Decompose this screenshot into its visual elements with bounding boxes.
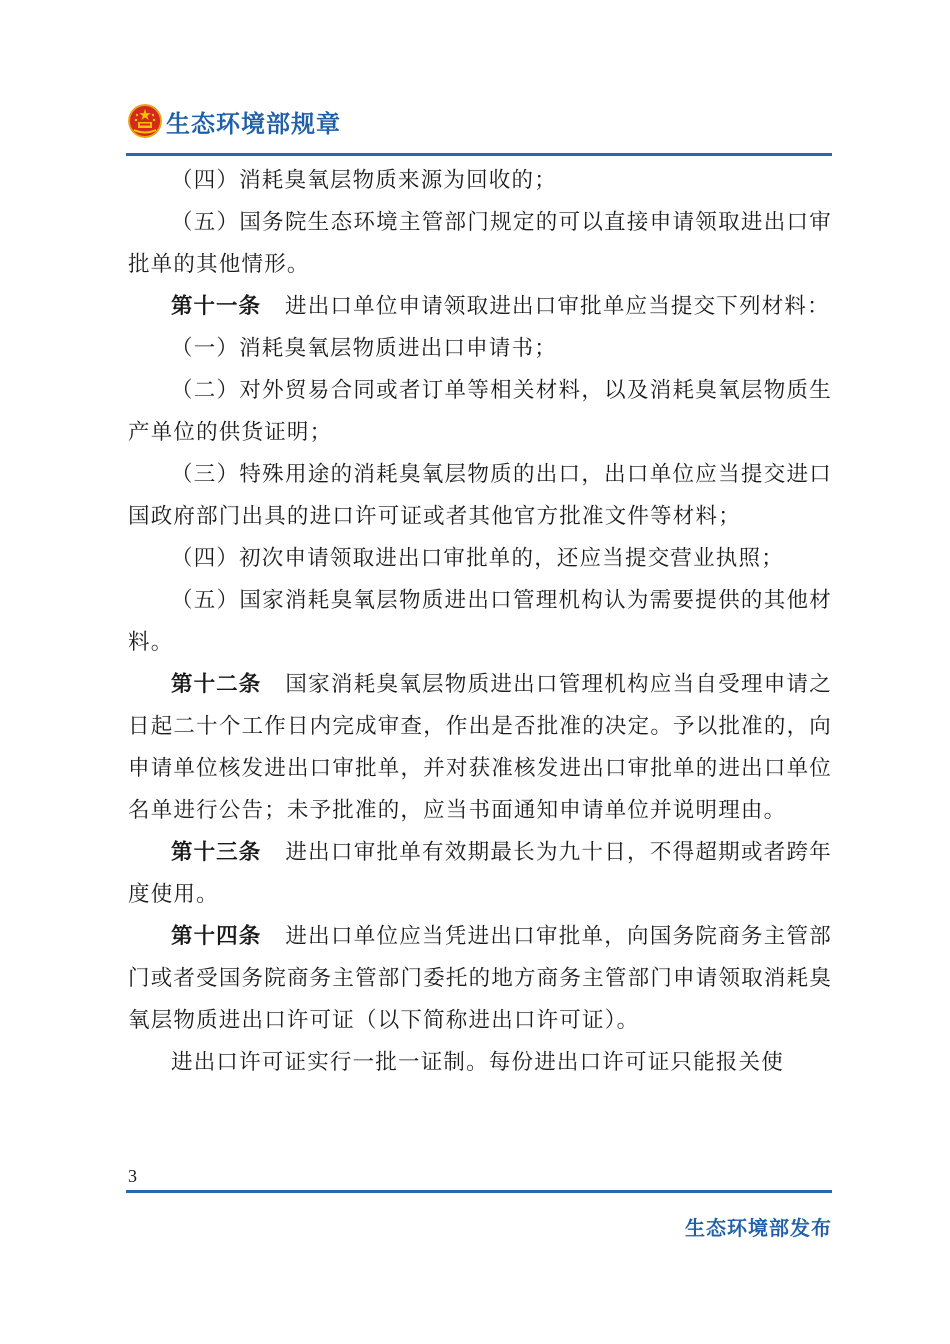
article-14: [128, 916, 832, 1042]
article-label: 第十二条: [171, 672, 262, 697]
list-item: （二）对外贸易合同或者订单等相关材料，以及消耗臭氧层物质生产单位的供货证明；: [128, 378, 832, 445]
header-divider: [126, 153, 832, 156]
paragraph: （五）国务院生态环境主管部门规定的可以直接申请领取进出口审批单的其他情形。: [128, 210, 832, 277]
article-13: [128, 832, 832, 916]
header-title: 生态环境部规章: [166, 109, 341, 138]
list-item: （四）初次申请领取进出口审批单的，还应当提交营业执照；: [171, 546, 784, 571]
document-body: [128, 160, 832, 1084]
paragraph: （四）消耗臭氧层物质来源为回收的；: [171, 168, 557, 193]
list-item: （三）特殊用途的消耗臭氧层物质的出口，出口单位应当提交进口国政府部门出具的进口许可证或者其他官方批准文件等材料；: [128, 462, 832, 529]
article-label: 第十四条: [171, 924, 262, 949]
page-number: 3: [128, 1166, 137, 1186]
article-text: 进出口审批单有效期最长为九十日，不得超期或者跨年度使用。: [128, 840, 832, 907]
article-label: 第十一条: [171, 294, 262, 319]
list-item: （一）消耗臭氧层物质进出口申请书；: [171, 336, 557, 361]
article-11: [128, 286, 832, 328]
document-header: [128, 96, 341, 146]
article-text: 国家消耗臭氧层物质进出口管理机构应当自受理申请之日起二十个工作日内完成审查，作出是否批准的决定。予以批准的，向申请单位核发进出口审批单，并对获准核发进出口审批单的进出口单位名单进行公告；未予批准的，应当书面通知申请单位并说明理由。: [128, 672, 832, 823]
article-label: 第十三条: [171, 840, 262, 865]
footer-divider: [126, 1190, 832, 1193]
footer-publisher: 生态环境部发布: [685, 1216, 832, 1240]
article-text: 进出口单位应当凭进出口审批单，向国务院商务主管部门或者受国务院商务主管部门委托的地方商务主管部门申请领取消耗臭氧层物质进出口许可证（以下简称进出口许可证）。: [128, 924, 832, 1033]
national-emblem-icon: [128, 104, 162, 138]
article-text: 进出口单位申请领取进出口审批单应当提交下列材料：: [285, 294, 830, 319]
list-item: （五）国家消耗臭氧层物质进出口管理机构认为需要提供的其他材料。: [128, 588, 832, 655]
article-12: [128, 664, 832, 832]
paragraph: 进出口许可证实行一批一证制。每份进出口许可证只能报关使: [171, 1050, 784, 1075]
